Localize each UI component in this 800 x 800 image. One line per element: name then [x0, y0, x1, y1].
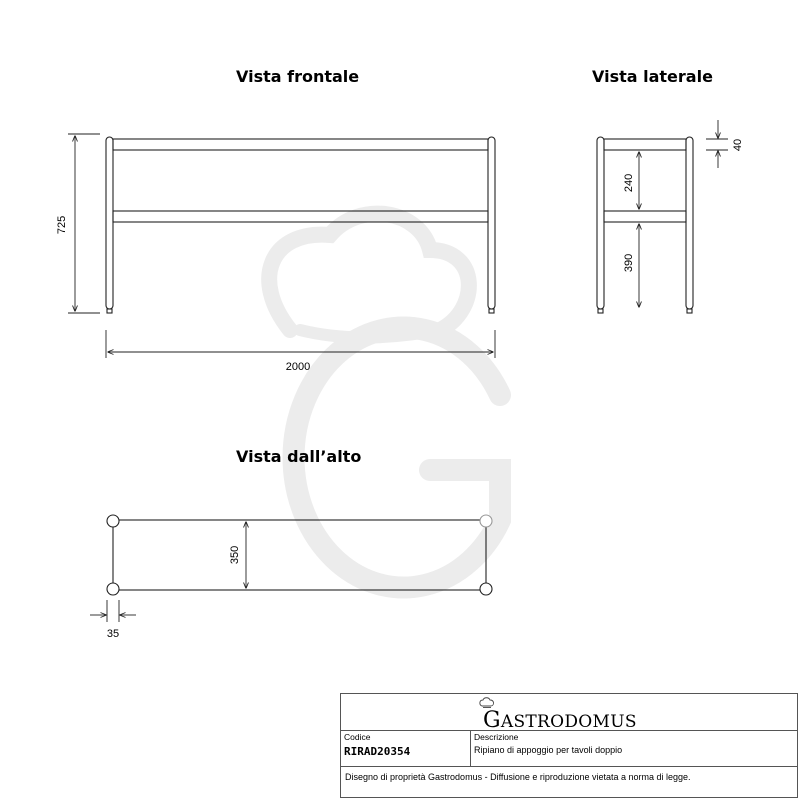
top-leg-back-right: [480, 583, 492, 595]
description-label: Descrizione: [474, 732, 519, 742]
side-left-leg: [597, 137, 604, 309]
front-right-leg: [488, 137, 495, 309]
front-height-dimension: [68, 134, 100, 313]
top-leg-label: 35: [106, 628, 120, 640]
side-top-rail: [604, 139, 686, 150]
front-right-foot: [489, 309, 494, 313]
watermark-logo: [269, 214, 500, 588]
side-upper-gap-label: 240: [623, 173, 635, 193]
side-view-title: Vista laterale: [592, 67, 713, 86]
brand-rest: ASTRODOMUS: [500, 712, 637, 732]
front-length-label: 2000: [285, 361, 311, 373]
side-left-foot: [598, 309, 603, 313]
title-block: [340, 693, 798, 798]
side-right-foot: [687, 309, 692, 313]
side-middle-shelf: [604, 211, 686, 222]
top-leg-front-right: [480, 515, 492, 527]
front-left-leg: [106, 137, 113, 309]
front-view-title: Vista frontale: [236, 67, 360, 86]
code-label: Codice: [344, 732, 371, 742]
description-value: Ripiano di appoggio per tavoli doppio: [474, 745, 623, 755]
title-block-info-row: [341, 730, 797, 767]
side-rail-label: 40: [732, 138, 744, 152]
side-right-leg: [686, 137, 693, 309]
front-left-foot: [107, 309, 112, 313]
front-height-label: 725: [56, 215, 68, 235]
code-value: RIRAD20354: [344, 745, 411, 758]
copyright-notice: Disegno di proprietà Gastrodomus - Diffusione e riproduzione vietata a norma di legge.: [345, 772, 691, 782]
front-top-rail: [113, 139, 488, 150]
side-view: [597, 137, 693, 313]
top-view-title: Vista dall’alto: [236, 447, 362, 466]
top-depth-label: 350: [229, 545, 241, 565]
top-leg-front-left: [107, 515, 119, 527]
side-dimensions: [639, 120, 728, 307]
side-lower-gap-label: 390: [623, 253, 635, 273]
code-cell: [341, 730, 471, 766]
front-view: [106, 137, 495, 313]
title-block-brand-row: [341, 694, 797, 731]
top-leg-back-left: [107, 583, 119, 595]
brand-initial: G: [483, 708, 501, 733]
front-middle-shelf: [113, 211, 488, 222]
